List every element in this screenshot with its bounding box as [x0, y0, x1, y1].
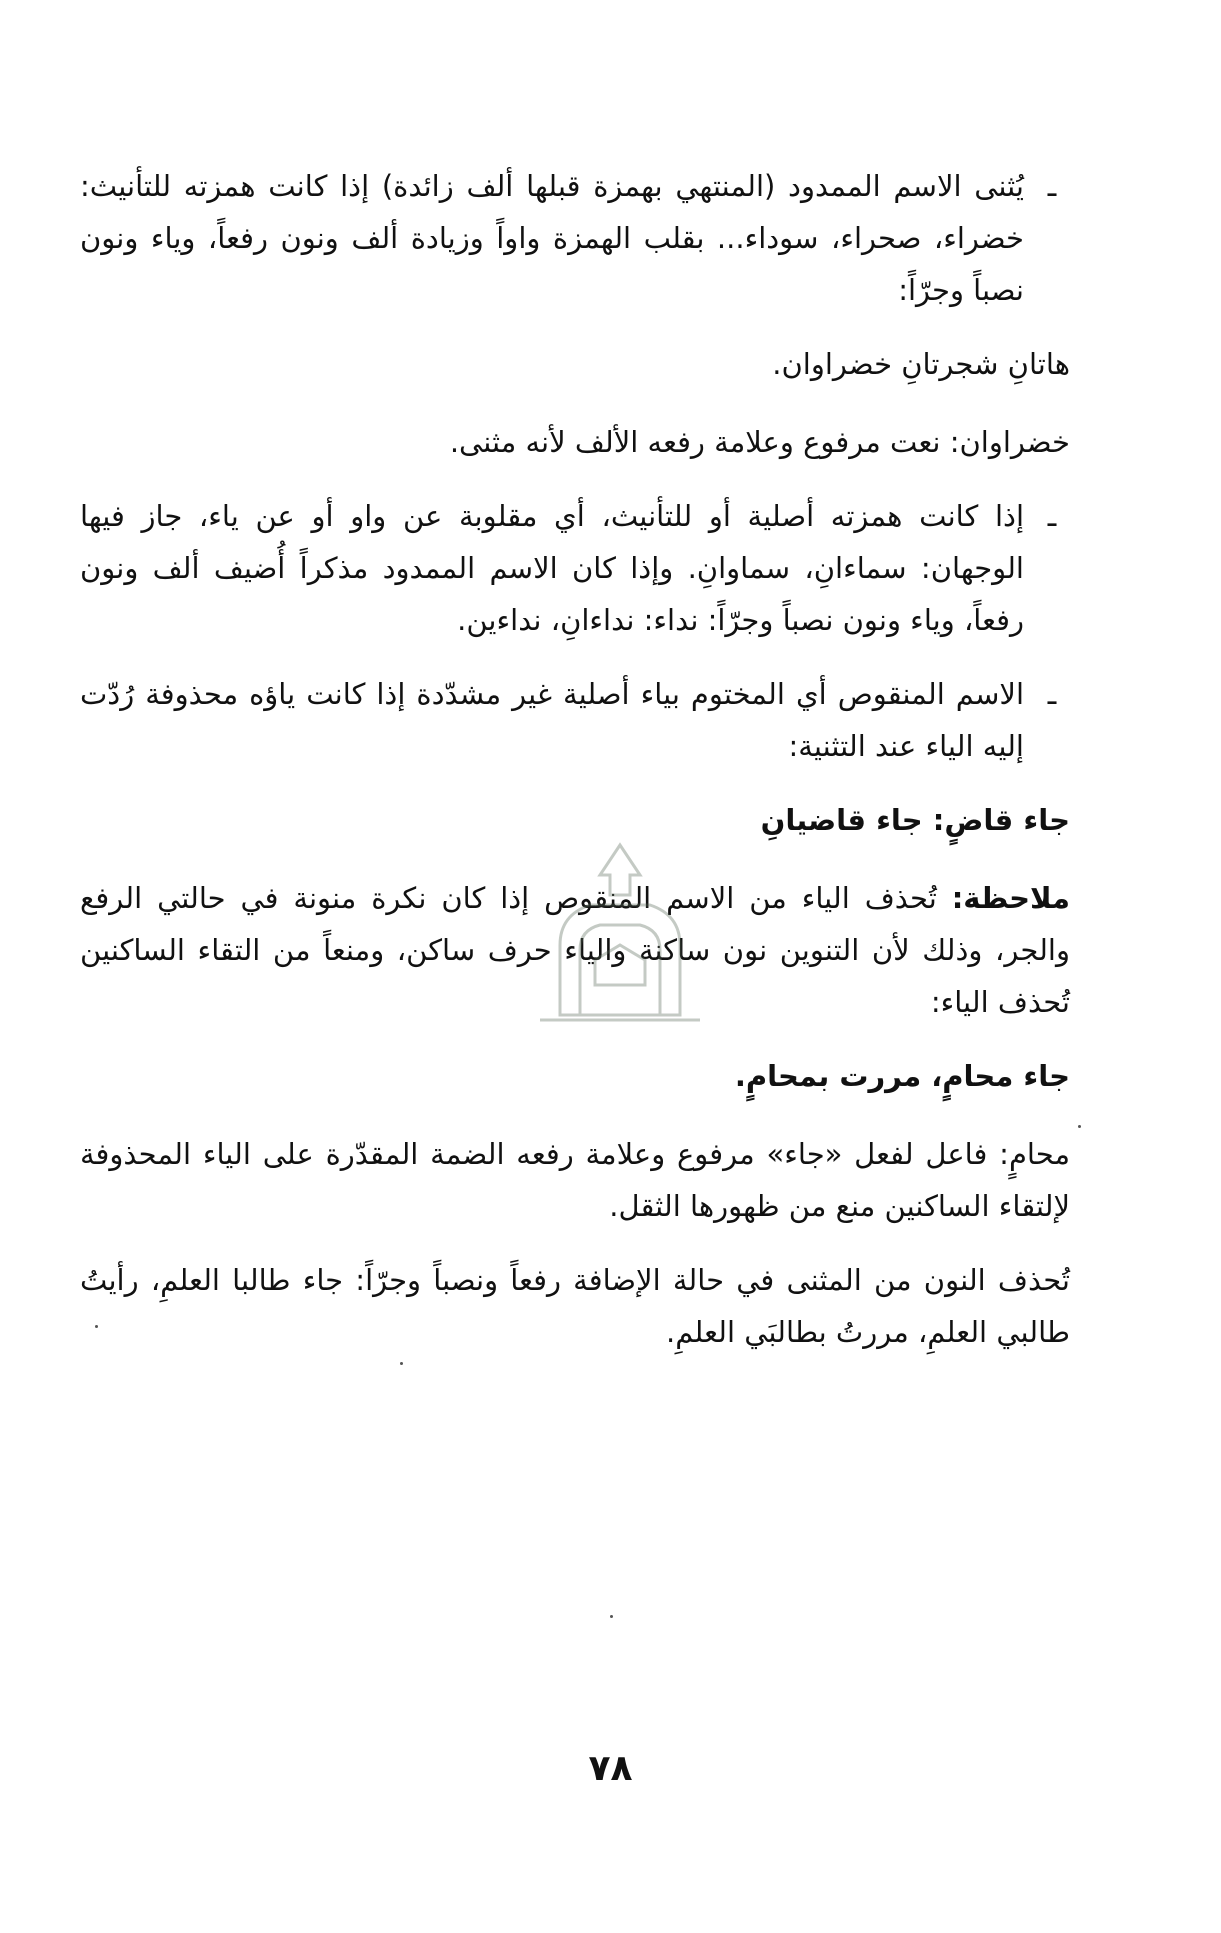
- paragraph-text: يُثنى الاسم الممدود (المنتهي بهمزة قبلها ألف زائدة) إذا كانت همزته للتأنيث: خضراء، صحراء، سوداء... بقلب الهمزة واواً وزيادة ألف ونون رفعاً، وياء ونون نصباً وجرّاً:: [80, 169, 1024, 307]
- bullet-dash: ـ: [1047, 677, 1057, 711]
- scan-speck: [95, 1325, 98, 1328]
- scan-speck: [400, 1362, 403, 1365]
- note-label: ملاحظة:: [951, 881, 1070, 915]
- paragraph-idafa: تُحذف النون من المثنى في حالة الإضافة رفعاً ونصباً وجرّاً: جاء طالبا العلمِ، رأيتُ طالبي العلمِ، مررتُ بطالبَي العلمِ.: [80, 1263, 1070, 1349]
- example-analysis: محامٍ: فاعل لفعل «جاء» مرفوع وعلامة رفعه الضمة المقدّرة على الياء المحذوفة لإلتقاء الساكنين منع من ظهورها الثقل.: [80, 1137, 1070, 1223]
- page-body: [80, 160, 1070, 1380]
- bullet-dash: ـ: [1047, 169, 1057, 203]
- page-number: ٧٨: [588, 1748, 633, 1789]
- example-analysis: خضراوان: نعت مرفوع وعلامة رفعه الألف لأنه مثنى.: [449, 425, 1070, 459]
- example-sentence: جاء محامٍ، مررت بمحامٍ.: [734, 1059, 1070, 1093]
- example-sentence: هاتانِ شجرتانِ خضراوان.: [772, 347, 1070, 381]
- scan-speck: [610, 1615, 613, 1618]
- bullet-dash: ـ: [1047, 499, 1057, 533]
- scan-speck: [1078, 1125, 1081, 1128]
- paragraph-dual-mamdud: [80, 160, 1070, 316]
- example-sentence: جاء قاضٍ: جاء قاضيانِ: [760, 803, 1070, 837]
- paragraph-manqus: [80, 668, 1070, 772]
- paragraph-text: إذا كانت همزته أصلية أو للتأنيث، أي مقلوبة عن واو أو عن ياء، جاز فيها الوجهان: سماءانِ، سماوانِ. وإذا كان الاسم الممدود مذكراً أُضيف ألف ونون رفعاً، وياء ونون نصباً وجرّاً: نداء: نداءانِ، نداءين.: [80, 499, 1024, 637]
- note-paragraph: [80, 872, 1070, 1028]
- paragraph-original-hamza: [80, 490, 1070, 646]
- paragraph-text: الاسم المنقوص أي المختوم بياء أصلية غير مشدّدة إذا كانت ياؤه محذوفة رُدّت إليه الياء عند التثنية:: [80, 677, 1024, 763]
- note-text: تُحذف الياء من الاسم المنقوص إذا كان نكرة منونة في حالتي الرفع والجر، وذلك لأن التنوين نون ساكنة والياء حرف ساكن، ومنعاً من التقاء الساكنين تُحذف الياء:: [80, 881, 1070, 1019]
